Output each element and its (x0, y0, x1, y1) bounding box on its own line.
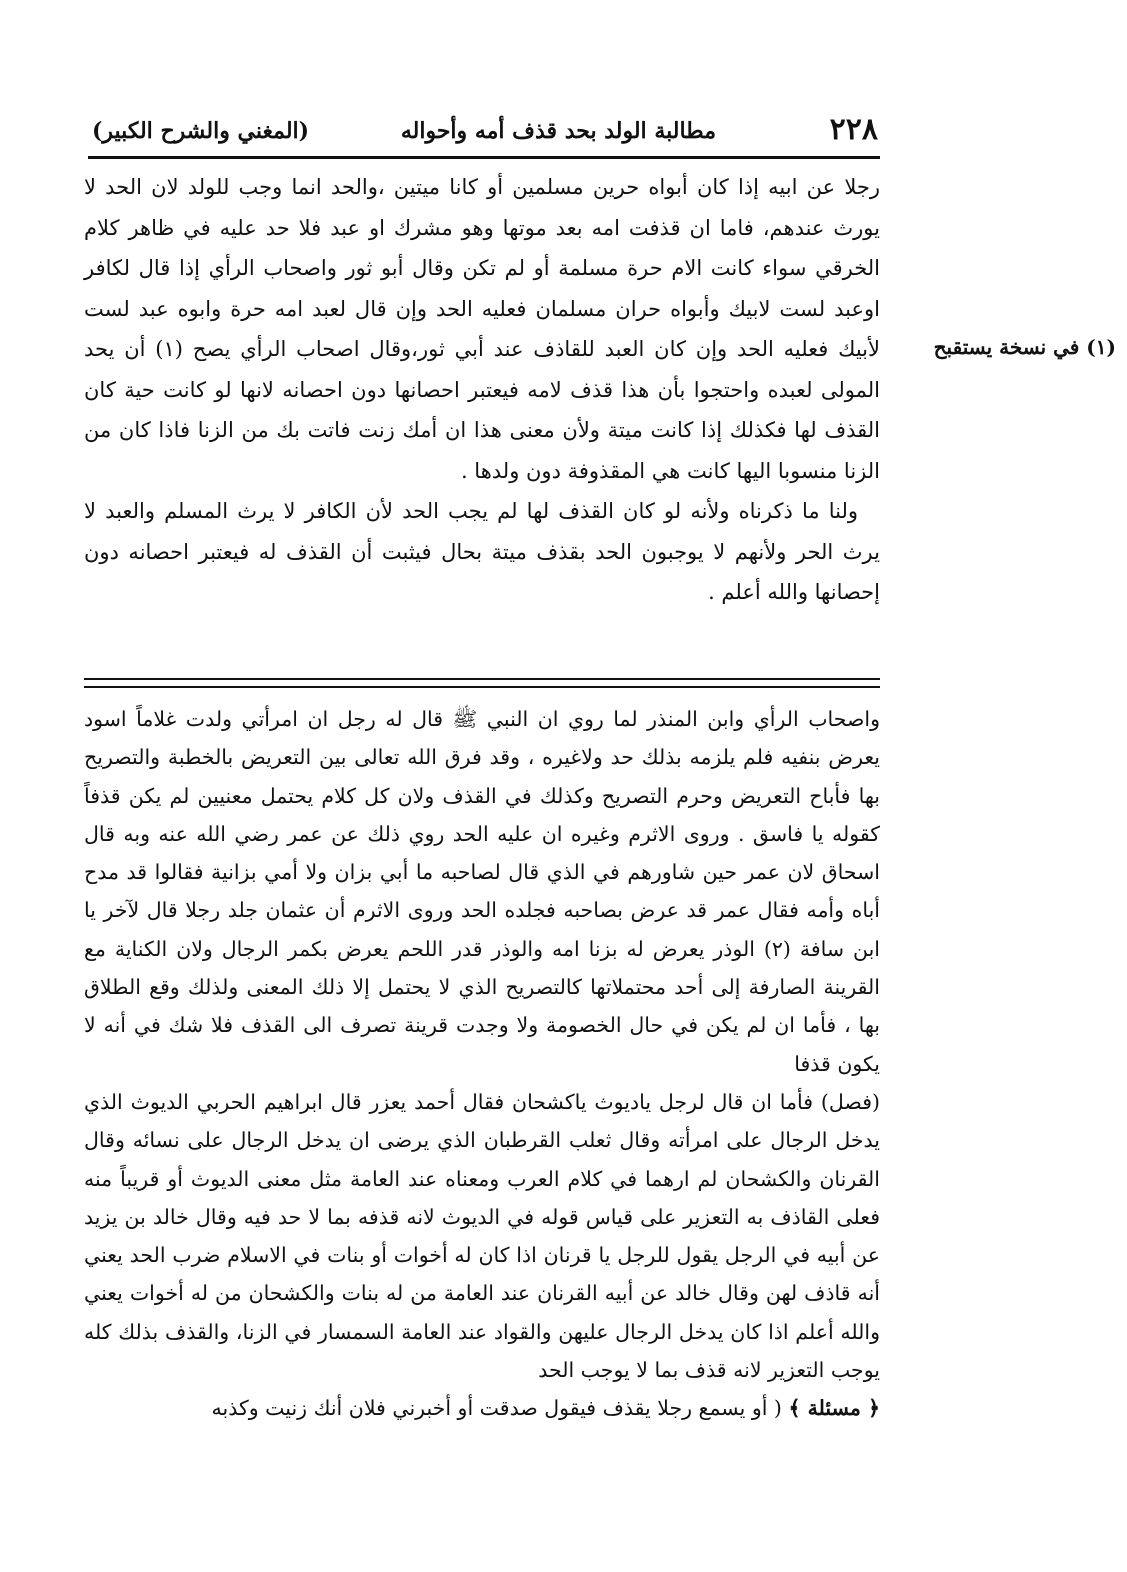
page-header (92, 112, 878, 152)
lower-paragraph-1: واصحاب الرأي وابن المنذر لما روي ان النبي ﷺ قال له رجل ان امرأتي ولدت غلاماً اسود يعرض بنفيه فلم يلزمه بذلك حد ولاغيره ، وقد فرق الله تعالى بين التعريض بالخطبة والتصريح بها فأباح التعريض وحرم التصريح وكذلك في القذف ولان كل كلام يحتمل معنيين لم يكن قذفاً كقوله يا فاسق . وروى الاثرم وغيره ان عليه الحد روي ذلك عن عمر رضي الله عنه وبه قال اسحاق لان عمر حين شاورهم في الذي قال لصاحبه ما أبي بزان ولا أمي بزانية فقالوا قد مدح أباه وأمه فقال عمر قد عرض بصاحبه فجلده الحد وروى الاثرم أن عثمان جلد رجلا قال لآخر يا ابن سافة (٢) الوذر يعرض له بزنا امه والوذر قدر اللحم يعرض بكمر الرجال ولان الكناية مع القرينة الصارفة إلى أحد محتملاتها كالتصريح الذي لا يحتمل إلا ذلك المعنى ولذلك وقع الطلاق بها ، فأما ان لم يكن في حال الخصومة ولا وجدت قرينة تصرف الى القذف فلا شك في أنه لا يكون قذفا (84, 707, 880, 1076)
masala-label: ﴿ مسئلة ﴾ (788, 1396, 880, 1421)
book-title: (المغني والشرح الكبير) (92, 118, 310, 144)
section-divider (84, 678, 880, 688)
upper-paragraph-1: رجلا عن ابيه إذا كان أبواه حرين مسلمين أو كانا ميتين ،والحد انما وجب للولد لان الحد لا يورث عندهم، فاما ان قذفت امه بعد موتها وهو مشرك او عبد فلا حد عليه في ظاهر كلام الخرقي سواء كانت الام حرة مسلمة أو لم تكن وقال أبو ثور واصحاب الرأي إذا قال لكافر اوعبد لست لابيك وأبواه حران مسلمان فعليه الحد وإن قال لعبد امه حرة وابوه عبد لست لأبيك فعليه الحد وإن كان العبد للقاذف عند أبي ثور،وقال اصحاب الرأي يصح (١) أن يحد المولى لعبده واحتجوا بأن هذا قذف لامه فيعتبر احصانها دون احصانه لانها لو كانت حية كان القذف لها فكذلك إذا كانت ميتة ولأن معنى هذا ان أمك زنت فاتت بك من الزنا فاذا كان من الزنا منسوبا اليها كانت هي المقذوفة دون ولدها . (84, 175, 880, 483)
header-rule (88, 156, 880, 159)
lower-paragraph-2: (فصل) فأما ان قال لرجل ياديوث ياكشحان فقال أحمد يعزر قال ابراهيم الحربي الديوث الذي يدخل الرجال على امرأته وقال ثعلب القرطبان الذي يرضى ان يدخل الرجال على نسائه وقال القرنان والكشحان لم ارهما في كلام العرب ومعناه عند العامة مثل معنى الديوث أو قريباً منه فعلى القاذف به التعزير على قياس قوله في الديوث لانه قذفه بما لا حد فيه وقال خالد بن يزيد عن أبيه في الرجل يقول للرجل يا قرنان اذا كان له أخوات أو بنات في الاسلام ضرب الحد يعني أنه قاذف لهن وقال خالد عن أبيه القرنان عند العامة من له بنات والكشحان من له أخوات يعني والله أعلم اذا كان يدخل الرجال عليهن والقواد عند العامة السمسار في الزنا، والقذف بذلك كله يوجب التعزير لانه قذف بما لا يوجب الحد (84, 1089, 880, 1383)
margin-footnote: (١) في نسخة يستقبح (933, 335, 1116, 359)
running-topic: مطالبة الولد بحد قذف أمه وأحواله (400, 118, 716, 144)
masala-text: ( أو يسمع رجلا يقذف فيقول صدقت أو أخبرني فلان أنك زنيت وكذبه (211, 1396, 782, 1421)
lower-paragraph-3 (84, 1389, 880, 1427)
lower-text-block (84, 700, 880, 1428)
upper-paragraph-2: ولنا ما ذكرناه ولأنه لو كان القذف لها لم يجب الحد لأن الكافر لا يرث المسلم والعبد لا يرث الحر ولأنهم لا يوجبون الحد بقذف ميتة بحال فيثبت أن القذف له فيعتبر احصانه دون إحصانها والله أعلم . (84, 499, 880, 604)
upper-text-block (84, 167, 880, 613)
page-number: ٢٢٨ (829, 112, 878, 147)
